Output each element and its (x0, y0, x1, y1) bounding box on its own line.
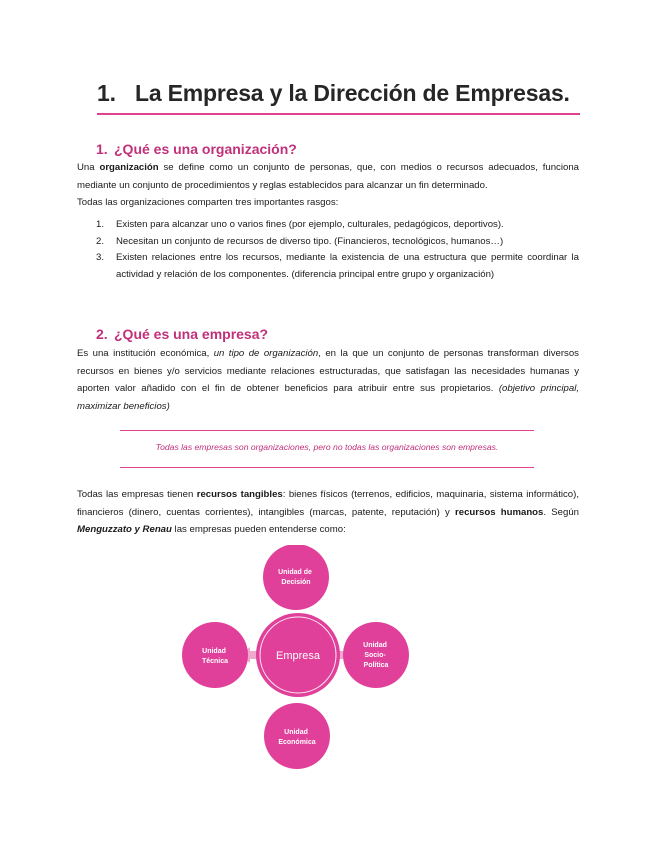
list-item-text: Existen para alcanzar uno o varios fines (por ejemplo, culturales, pedagógicos, deportivos). (116, 219, 504, 230)
definition-note: (objetivo principal, maximizar beneficios) (77, 383, 579, 412)
list-item-text: Existen relaciones entre los recursos, mediante la existencia de una estructura que permite coordinar la actividad y relación de los componentes. (diferencia principal entre grupo y organización) (116, 252, 579, 280)
resources-text-e: las empresas pueden entenderse como: (171, 524, 346, 535)
unit-decision-line2: Decisión (281, 579, 311, 586)
quote-top-rule (120, 430, 534, 431)
unit-sociopolitical-line1: Unidad (363, 642, 387, 649)
human-resources-term: recursos humanos (455, 506, 544, 518)
chapter-title (97, 80, 582, 107)
list-item-number: 3. (96, 252, 105, 263)
resources-paragraph (77, 486, 579, 539)
resources-text-a: Todas las empresas tienen (77, 489, 197, 500)
section-1-intro-paragraph (77, 159, 579, 194)
section-2-definition (77, 345, 579, 415)
resources-text-d: . Según (543, 506, 580, 518)
section-1-heading (96, 141, 297, 157)
unit-decision-line1: Unidad de (278, 569, 312, 576)
intro-rest: se define como un conjunto de personas, que, con medios o recursos adecuados, funciona mediante un conjunto de procedimientos y reglas establecidos para alcanzar un fin determinado. (77, 162, 579, 191)
traits-list (96, 217, 579, 283)
section-2-number: 2. (96, 326, 108, 342)
list-item (96, 234, 579, 251)
definition-paragraph (77, 345, 579, 415)
unit-economic-bubble (264, 703, 330, 769)
unit-sociopolitical-label (363, 642, 389, 669)
intro-prefix: Una (77, 162, 100, 173)
list-item-number: 1. (96, 219, 105, 230)
resources-text (77, 486, 579, 539)
chapter-number: 1. (97, 80, 116, 106)
unit-economic-line2: Económica (278, 739, 316, 746)
list-item (96, 250, 579, 283)
chapter-title-text: La Empresa y la Dirección de Empresas. (135, 80, 570, 106)
chapter-title-rule (97, 113, 580, 115)
center-label: Empresa (275, 650, 321, 662)
quote-bottom-rule (120, 467, 534, 468)
intense-quote: Todas las empresas son organizaciones, pero no todas las organizaciones son empresas. (155, 442, 499, 452)
section-1-title: ¿Qué es una organización? (114, 141, 297, 157)
unit-technical-line2: Técnica (201, 658, 229, 665)
list-item-number: 2. (96, 235, 105, 247)
section-1-intro (77, 159, 579, 212)
resources-text-c: : bienes físicos (terrenos, edificios, maquinaria, sistema informático), financieros (dinero, cuentas corrientes), intangibles (marcas, patente, reputación) y (77, 489, 580, 518)
definition-italic: un tipo de organización (213, 348, 319, 359)
list-item-text: Necesitan un conjunto de recursos de diverso tipo. (Financieros, tecnológicos, humanos…) (116, 235, 504, 247)
company-units-diagram (150, 545, 450, 775)
section-1-number: 1. (96, 141, 108, 157)
unit-economic-line1: Unidad (284, 729, 308, 736)
unit-sociopolitical-line2: Socio- (364, 652, 386, 659)
section-1-intro-line2: Todas las organizaciones comparten tres importantes rasgos: (77, 197, 339, 208)
unit-decision-bubble (263, 545, 329, 610)
unit-technical-line1: Unidad (202, 648, 226, 655)
authors-name: Menguzzato y Renau (77, 524, 172, 535)
section-2-title: ¿Qué es una empresa? (114, 326, 269, 342)
definition-text-a: Es una institución económica, (77, 348, 214, 359)
unit-technical-bubble (182, 622, 248, 688)
unit-sociopolitical-line3: Política (363, 662, 389, 669)
definition-text-b: , en la que un conjunto de personas transforman diversos recursos en bienes y/o servicios mediante relaciones estructuradas, que satisfagan las necesidades humanas y aporten valor añadido con el fin de obtener beneficios para atribuir entre sus propietarios. (77, 348, 579, 394)
tangible-resources-term: recursos tangibles (196, 489, 283, 500)
intro-bold-term: organización (99, 162, 159, 173)
section-2-heading (96, 326, 268, 342)
list-item (96, 217, 579, 234)
